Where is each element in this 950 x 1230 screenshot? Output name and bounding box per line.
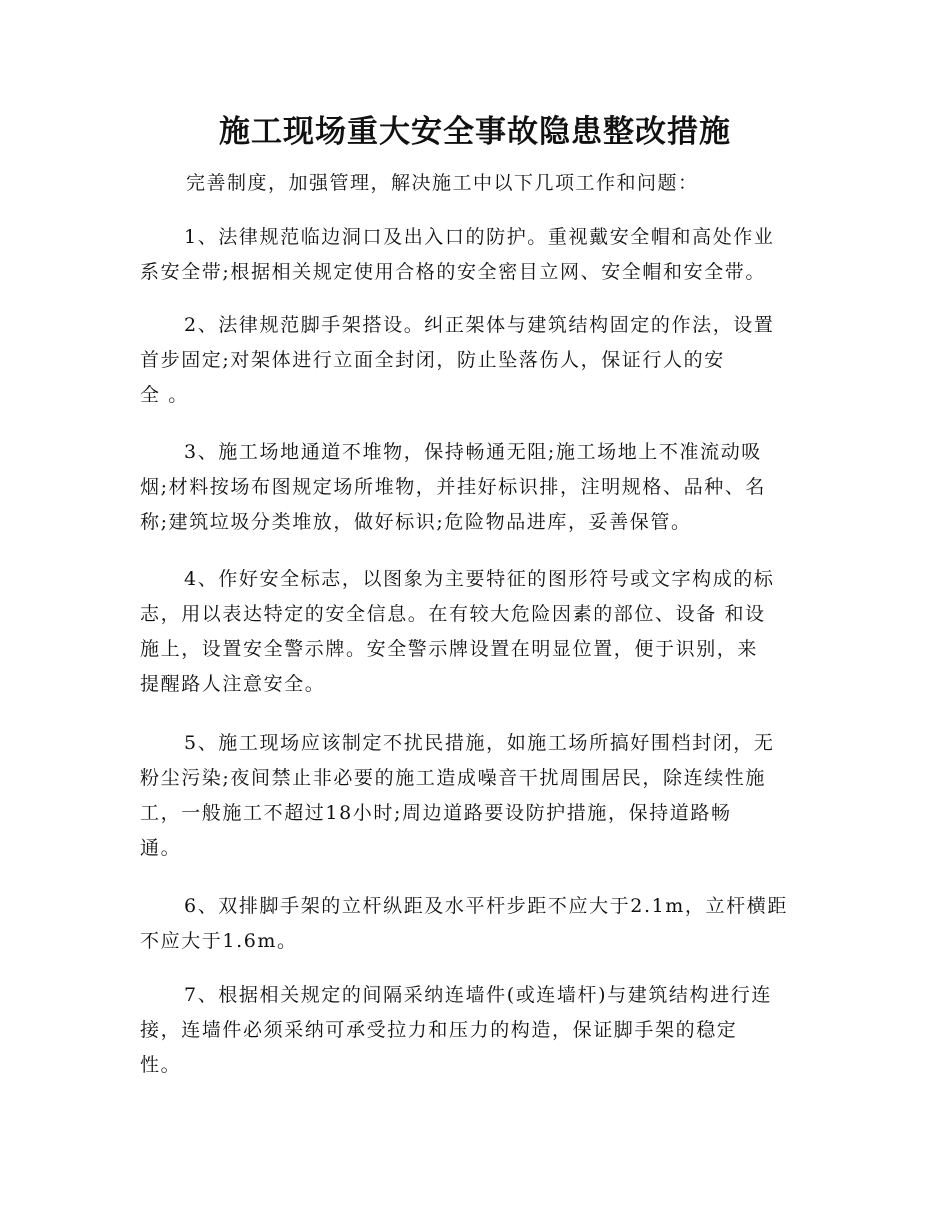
- paragraph-4: [140, 562, 820, 702]
- paragraph-6: [140, 889, 820, 959]
- paragraph-7: [140, 978, 820, 1083]
- document-title: 施工现场重大安全事故隐患整改措施: [219, 114, 731, 150]
- paragraph-2: [140, 308, 820, 413]
- paragraph-line: 性。: [140, 1054, 182, 1076]
- paragraph-line: 4、作好安全标志，以图象为主要特征的图形符号或文字构成的标: [184, 568, 775, 590]
- paragraph-line: 接，连墙件必须采纳可承受拉力和压力的构造，保证脚手架的稳定: [140, 1019, 738, 1041]
- paragraph-line: 粉尘污染;夜间禁止非必要的施工造成噪音干扰周围居民，除连续性施: [140, 767, 767, 789]
- paragraph-line: 7、根据相关规定的间隔采纳连墙件(或连墙杆)与建筑结构进行连: [184, 984, 772, 1006]
- paragraph-line: 系安全带;根据相关规定使用合格的安全密目立网、安全帽和安全带。: [140, 261, 767, 283]
- paragraph-line: 首步固定;对架体进行立面全封闭，防止坠落伤人，保证行人的安: [140, 349, 725, 371]
- paragraph-line: 提醒路人注意安全。: [140, 673, 326, 695]
- paragraph-3: [140, 435, 820, 540]
- paragraph-line: 称;建筑垃圾分类堆放，做好标识;危险物品进库，妥善保管。: [140, 511, 692, 533]
- paragraph-line: 5、施工现场应该制定不扰民措施，如施工场所搞好围档封闭，无: [184, 732, 775, 754]
- paragraph-5: [140, 726, 820, 866]
- paragraph-line: 不应大于1.6m。: [140, 930, 298, 952]
- paragraph-1: [140, 220, 820, 290]
- paragraph-line: 2、法律规范脚手架搭设。纠正架体与建筑结构固定的作法，设置: [184, 314, 775, 336]
- paragraph-line: 通。: [140, 837, 182, 859]
- paragraph-line: 烟;材料按场布图规定场所堆物，并挂好标识排，注明规格、品种、名: [140, 476, 767, 498]
- intro-text: 完善制度，加强管理，解决施工中以下几项工作和问题：: [186, 172, 699, 194]
- paragraph-line: 志，用以表达特定的安全信息。在有较大危险因素的部位、设备 和设: [140, 603, 766, 625]
- paragraph-line: 工，一般施工不超过18小时;周边道路要设防护措施，保持道路畅: [140, 802, 732, 824]
- paragraph-line: 1、法律规范临边洞口及出入口的防护。重视戴安全帽和高处作业: [184, 226, 775, 248]
- paragraph-line: 3、施工场地通道不堆物，保持畅通无阻;施工场地上不准流动吸: [184, 441, 762, 463]
- paragraph-line: 施上，设置安全警示牌。安全警示牌设置在明显位置，便于识别，来: [140, 638, 759, 660]
- paragraph-line: 全 。: [140, 384, 189, 406]
- paragraph-line: 6、双排脚手架的立杆纵距及水平杆步距不应大于2.1m，立杆横距: [184, 895, 788, 917]
